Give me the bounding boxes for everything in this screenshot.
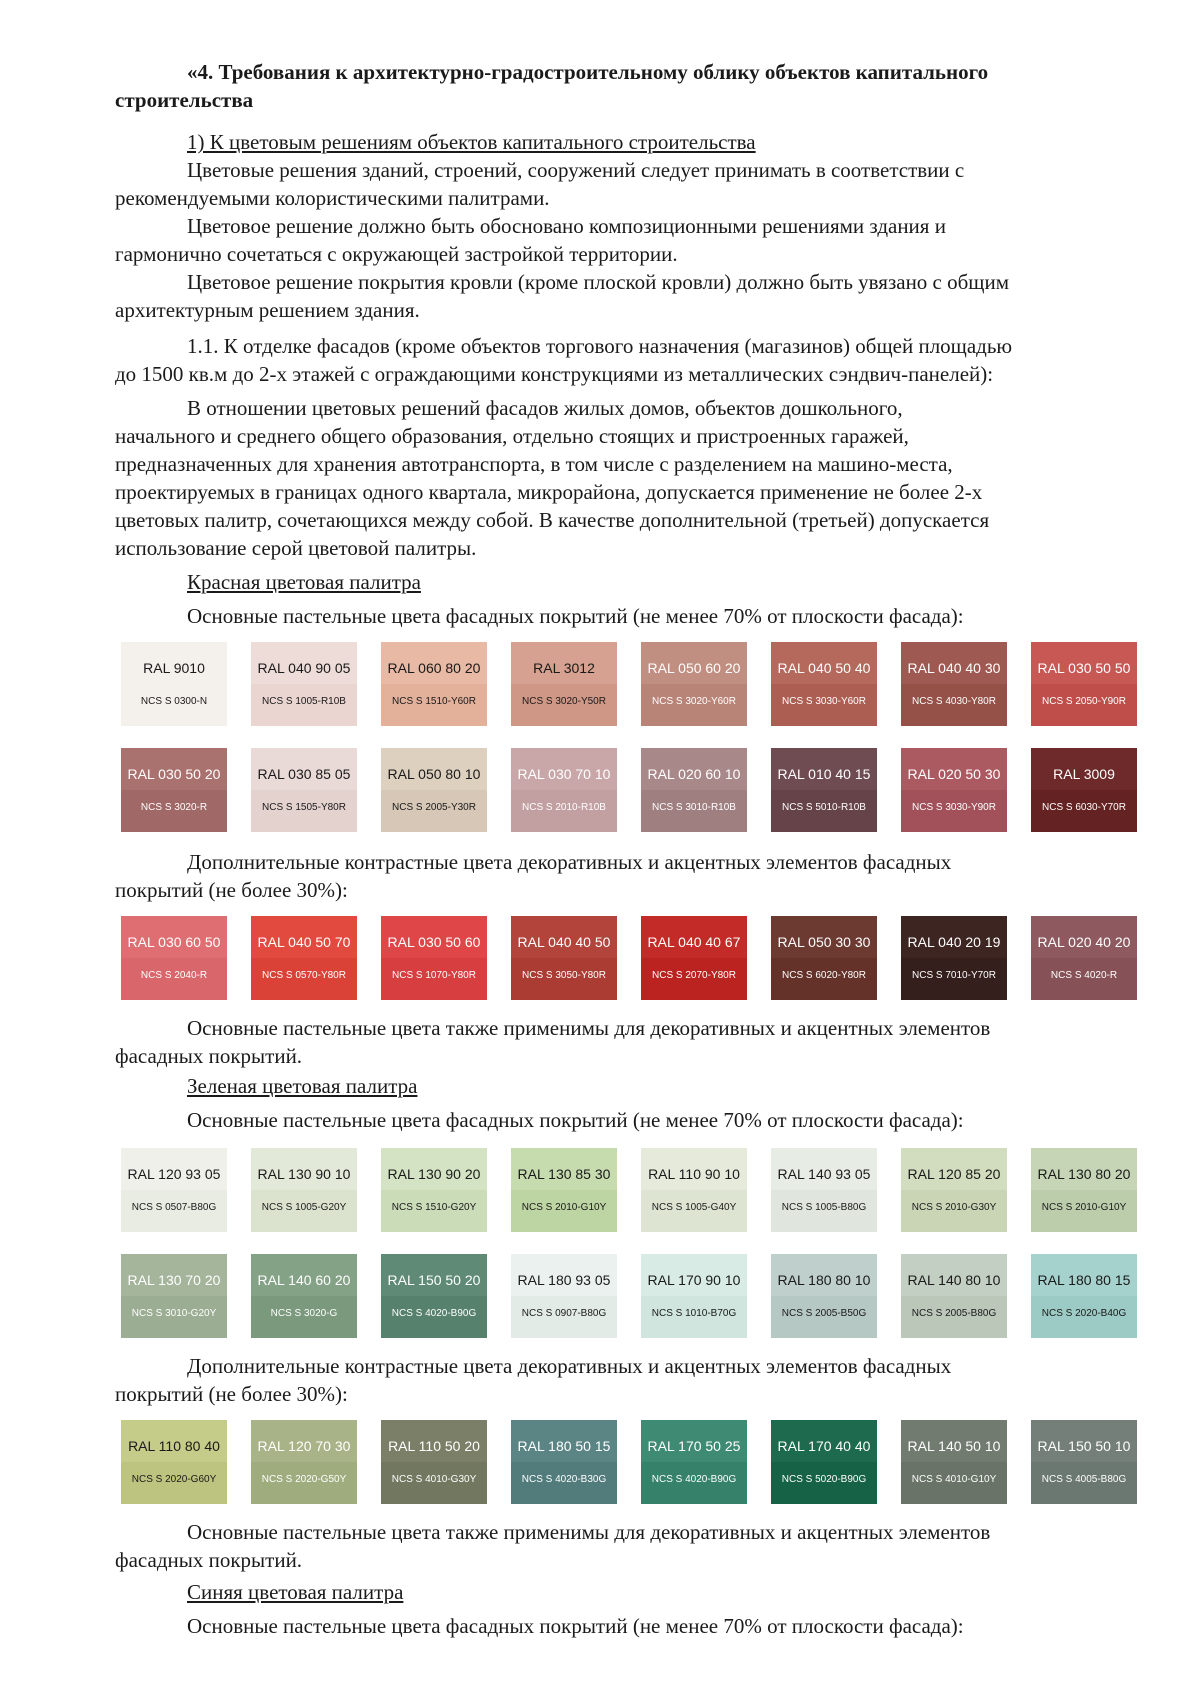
- paragraph: цветовых палитр, сочетающихся между собой. В качестве дополнительной (третьей) допускается: [115, 508, 990, 532]
- color-swatch: [511, 916, 617, 1000]
- ncs-code: NCS S 3050-Y80R: [522, 970, 606, 981]
- ral-code: RAL 140 80 10: [907, 1272, 1001, 1288]
- color-swatch: [641, 1420, 747, 1504]
- paragraph: начального и среднего общего образования, отдельно стоящих и пристроенных гаражей,: [115, 424, 909, 448]
- color-swatch: [641, 1148, 747, 1232]
- ncs-code: NCS S 3020-Y60R: [652, 696, 736, 707]
- ral-code: RAL 130 90 20: [387, 1166, 481, 1182]
- swatch-row: [121, 642, 1151, 726]
- color-swatch: [381, 748, 487, 832]
- color-swatch: [641, 748, 747, 832]
- section-heading: «4. Требования к архитектурно-градостроительному облику объектов капитального: [187, 60, 989, 84]
- color-swatch: [901, 916, 1007, 1000]
- section-heading-cont: строительства: [115, 88, 254, 112]
- color-swatch: [381, 642, 487, 726]
- ral-code: RAL 050 30 30: [777, 934, 871, 950]
- ral-code: RAL 110 90 10: [648, 1166, 740, 1182]
- paragraph: гармонично сочетаться с окружающей застройкой территории.: [115, 242, 678, 266]
- subsection-title: 1) К цветовым решениям объектов капитального строительства: [187, 130, 756, 154]
- color-swatch: [511, 1420, 617, 1504]
- palette-caption: Основные пастельные цвета фасадных покрытий (не менее 70% от плоскости фасада):: [187, 1614, 964, 1638]
- swatch-row: [121, 916, 1151, 1000]
- palette-caption: покрытий (не более 30%):: [115, 1382, 348, 1406]
- ncs-code: NCS S 5020-B90G: [781, 1474, 867, 1485]
- ral-code: RAL 020 60 10: [647, 766, 741, 782]
- paragraph: предназначенных для хранения автотранспорта, в том числе с разделением на машино-места,: [115, 452, 953, 476]
- color-swatch: [1031, 1254, 1137, 1338]
- color-swatch: [121, 1420, 227, 1504]
- color-swatch: [901, 1420, 1007, 1504]
- ncs-code: NCS S 2010-G10Y: [521, 1202, 607, 1213]
- color-swatch: [1031, 1148, 1137, 1232]
- color-swatch: [901, 1148, 1007, 1232]
- color-swatch: [511, 748, 617, 832]
- ncs-code: NCS S 2020-G60Y: [131, 1474, 217, 1485]
- ncs-code: NCS S 1005-G40Y: [651, 1202, 737, 1213]
- palette-caption: Основные пастельные цвета фасадных покрытий (не менее 70% от плоскости фасада):: [187, 604, 964, 628]
- ral-code: RAL 120 70 30: [257, 1438, 351, 1454]
- ral-code: RAL 110 80 40: [128, 1438, 220, 1454]
- paragraph: Основные пастельные цвета также применимы для декоративных и акцентных элементов: [187, 1016, 991, 1040]
- swatch-row: [121, 748, 1151, 832]
- color-swatch: [511, 642, 617, 726]
- paragraph: проектируемых в границах одного квартала, микрорайона, допускается применение не более 2-х: [115, 480, 983, 504]
- ncs-code: NCS S 4005-B80G: [1041, 1474, 1127, 1485]
- paragraph: использование серой цветовой палитры.: [115, 536, 477, 560]
- ral-code: RAL 030 60 50: [127, 934, 221, 950]
- ncs-code: NCS S 4020-B90G: [651, 1474, 737, 1485]
- color-swatch: [641, 916, 747, 1000]
- paragraph: фасадных покрытий.: [115, 1548, 303, 1572]
- color-swatch: [641, 1254, 747, 1338]
- ral-code: RAL 040 50 70: [257, 934, 351, 950]
- swatch-row: [121, 1148, 1151, 1232]
- color-swatch: [901, 642, 1007, 726]
- ncs-code: NCS S 1005-R10B: [262, 696, 346, 707]
- ral-code: RAL 010 40 15: [777, 766, 871, 782]
- ncs-code: NCS S 1505-Y80R: [262, 802, 346, 813]
- ral-code: RAL 060 80 20: [387, 660, 481, 676]
- paragraph: Цветовое решение должно быть обосновано композиционными решениями здания и: [187, 214, 946, 238]
- ral-code: RAL 140 93 05: [777, 1166, 871, 1182]
- color-swatch: [641, 642, 747, 726]
- color-swatch: [251, 1254, 357, 1338]
- paragraph: до 1500 кв.м до 2-х этажей с ограждающими конструкциями из металлических сэндвич-панелей):: [115, 362, 994, 386]
- ral-code: RAL 9010: [143, 660, 205, 676]
- color-swatch: [511, 1148, 617, 1232]
- ral-code: RAL 170 40 40: [777, 1438, 871, 1454]
- ncs-code: NCS S 4020-B30G: [521, 1474, 607, 1485]
- paragraph: архитектурным решением здания.: [115, 298, 420, 322]
- ral-code: RAL 040 50 40: [777, 660, 871, 676]
- paragraph: 1.1. К отделке фасадов (кроме объектов торгового назначения (магазинов) общей площадью: [187, 334, 1013, 358]
- color-swatch: [381, 1420, 487, 1504]
- paragraph: фасадных покрытий.: [115, 1044, 303, 1068]
- palette-title-red: Красная цветовая палитра: [187, 570, 421, 594]
- paragraph: Цветовые решения зданий, строений, сооружений следует принимать в соответствии с: [187, 158, 965, 182]
- ral-code: RAL 170 90 10: [647, 1272, 741, 1288]
- color-swatch: [121, 748, 227, 832]
- palette-title-green: Зеленая цветовая палитра: [187, 1074, 418, 1098]
- ncs-code: NCS S 1510-G20Y: [391, 1202, 477, 1213]
- ral-code: RAL 140 60 20: [257, 1272, 351, 1288]
- paragraph: рекомендуемыми колористическими палитрами.: [115, 186, 550, 210]
- color-swatch: [1031, 1420, 1137, 1504]
- ncs-code: NCS S 3020-Y50R: [522, 696, 606, 707]
- ral-code: RAL 020 40 20: [1037, 934, 1131, 950]
- ral-code: RAL 180 93 05: [517, 1272, 611, 1288]
- ncs-code: NCS S 2010-R10B: [522, 802, 606, 813]
- ral-code: RAL 030 85 05: [257, 766, 351, 782]
- palette-title-blue: Синяя цветовая палитра: [187, 1580, 404, 1604]
- ncs-code: NCS S 1005-G20Y: [261, 1202, 347, 1213]
- ncs-code: NCS S 0507-B80G: [131, 1202, 217, 1213]
- color-swatch: [771, 916, 877, 1000]
- ral-code: RAL 040 90 05: [257, 660, 351, 676]
- ncs-code: NCS S 4010-G30Y: [391, 1474, 477, 1485]
- ral-code: RAL 020 50 30: [907, 766, 1001, 782]
- color-swatch: [251, 916, 357, 1000]
- ral-code: RAL 050 60 20: [647, 660, 741, 676]
- palette-caption: Дополнительные контрастные цвета декоративных и акцентных элементов фасадных: [187, 850, 952, 874]
- color-swatch: [901, 748, 1007, 832]
- color-swatch: [771, 642, 877, 726]
- color-swatch: [251, 642, 357, 726]
- palette-caption: покрытий (не более 30%):: [115, 878, 348, 902]
- swatch-row: [121, 1254, 1151, 1338]
- ncs-code: NCS S 2005-B80G: [911, 1308, 997, 1319]
- color-swatch: [1031, 642, 1137, 726]
- color-swatch: [1031, 916, 1137, 1000]
- ral-code: RAL 030 50 60: [387, 934, 481, 950]
- color-swatch: [1031, 748, 1137, 832]
- ncs-code: NCS S 2050-Y90R: [1042, 696, 1126, 707]
- color-swatch: [251, 748, 357, 832]
- swatch-row: [121, 1420, 1151, 1504]
- color-swatch: [771, 1254, 877, 1338]
- ral-code: RAL 130 70 20: [127, 1272, 221, 1288]
- ncs-code: NCS S 1510-Y60R: [392, 696, 476, 707]
- color-swatch: [381, 1254, 487, 1338]
- ral-code: RAL 030 50 50: [1037, 660, 1131, 676]
- ncs-code: NCS S 3030-Y60R: [782, 696, 866, 707]
- ncs-code: NCS S 6030-Y70R: [1042, 802, 1126, 813]
- ncs-code: NCS S 3020-R: [140, 802, 208, 813]
- color-swatch: [771, 1148, 877, 1232]
- color-swatch: [771, 748, 877, 832]
- ncs-code: NCS S 2010-G10Y: [1041, 1202, 1127, 1213]
- ral-code: RAL 140 50 10: [907, 1438, 1001, 1454]
- ral-code: RAL 110 50 20: [388, 1438, 480, 1454]
- ncs-code: NCS S 7010-Y70R: [912, 970, 996, 981]
- ral-code: RAL 180 50 15: [517, 1438, 611, 1454]
- ral-code: RAL 050 80 10: [387, 766, 481, 782]
- color-swatch: [511, 1254, 617, 1338]
- color-swatch: [901, 1254, 1007, 1338]
- ncs-code: NCS S 1070-Y80R: [392, 970, 476, 981]
- ncs-code: NCS S 0907-B80G: [521, 1308, 607, 1319]
- ral-code: RAL 030 50 20: [127, 766, 221, 782]
- ncs-code: NCS S 3010-G20Y: [131, 1308, 217, 1319]
- ral-code: RAL 040 40 30: [907, 660, 1001, 676]
- ncs-code: NCS S 0300-N: [140, 696, 208, 707]
- ncs-code: NCS S 4020-R: [1050, 970, 1118, 981]
- color-swatch: [251, 1148, 357, 1232]
- palette-caption: Дополнительные контрастные цвета декоративных и акцентных элементов фасадных: [187, 1354, 952, 1378]
- ncs-code: NCS S 1010-B70G: [651, 1308, 737, 1319]
- paragraph: В отношении цветовых решений фасадов жилых домов, объектов дошкольного,: [187, 396, 903, 420]
- color-swatch: [381, 916, 487, 1000]
- color-swatch: [121, 916, 227, 1000]
- ral-code: RAL 040 20 19: [907, 934, 1001, 950]
- ral-code: RAL 120 93 05: [127, 1166, 221, 1182]
- ral-code: RAL 150 50 10: [1037, 1438, 1131, 1454]
- color-swatch: [121, 642, 227, 726]
- ncs-code: NCS S 4010-G10Y: [911, 1474, 997, 1485]
- ncs-code: NCS S 2070-Y80R: [652, 970, 736, 981]
- color-swatch: [771, 1420, 877, 1504]
- ral-code: RAL 180 80 10: [777, 1272, 871, 1288]
- ncs-code: NCS S 3010-R10B: [652, 802, 736, 813]
- ral-code: RAL 040 40 50: [517, 934, 611, 950]
- ral-code: RAL 130 90 10: [257, 1166, 351, 1182]
- ral-code: RAL 120 85 20: [907, 1166, 1001, 1182]
- ncs-code: NCS S 1005-B80G: [781, 1202, 867, 1213]
- color-swatch: [121, 1148, 227, 1232]
- color-swatch: [251, 1420, 357, 1504]
- ncs-code: NCS S 2010-G30Y: [911, 1202, 997, 1213]
- ncs-code: NCS S 4030-Y80R: [912, 696, 996, 707]
- paragraph: Цветовое решение покрытия кровли (кроме плоской кровли) должно быть увязано с общим: [187, 270, 1010, 294]
- ncs-code: NCS S 3030-Y90R: [912, 802, 996, 813]
- ral-code: RAL 030 70 10: [517, 766, 611, 782]
- ncs-code: NCS S 2020-B40G: [1041, 1308, 1127, 1319]
- ncs-code: NCS S 2020-G50Y: [261, 1474, 347, 1485]
- ncs-code: NCS S 2005-Y30R: [392, 802, 476, 813]
- paragraph: Основные пастельные цвета также применимы для декоративных и акцентных элементов: [187, 1520, 991, 1544]
- ncs-code: NCS S 2040-R: [140, 970, 208, 981]
- ncs-code: NCS S 5010-R10B: [782, 802, 866, 813]
- ncs-code: NCS S 3020-G: [270, 1308, 338, 1319]
- ncs-code: NCS S 2005-B50G: [781, 1308, 867, 1319]
- color-swatch: [121, 1254, 227, 1338]
- palette-caption: Основные пастельные цвета фасадных покрытий (не менее 70% от плоскости фасада):: [187, 1108, 964, 1132]
- ral-code: RAL 130 85 30: [517, 1166, 611, 1182]
- ral-code: RAL 170 50 25: [647, 1438, 741, 1454]
- ral-code: RAL 3012: [533, 660, 595, 676]
- ncs-code: NCS S 4020-B90G: [391, 1308, 477, 1319]
- ral-code: RAL 130 80 20: [1037, 1166, 1131, 1182]
- ncs-code: NCS S 6020-Y80R: [782, 970, 866, 981]
- color-swatch: [381, 1148, 487, 1232]
- ral-code: RAL 180 80 15: [1037, 1272, 1131, 1288]
- ral-code: RAL 150 50 20: [387, 1272, 481, 1288]
- ncs-code: NCS S 0570-Y80R: [262, 970, 346, 981]
- ral-code: RAL 3009: [1053, 766, 1115, 782]
- ral-code: RAL 040 40 67: [647, 934, 741, 950]
